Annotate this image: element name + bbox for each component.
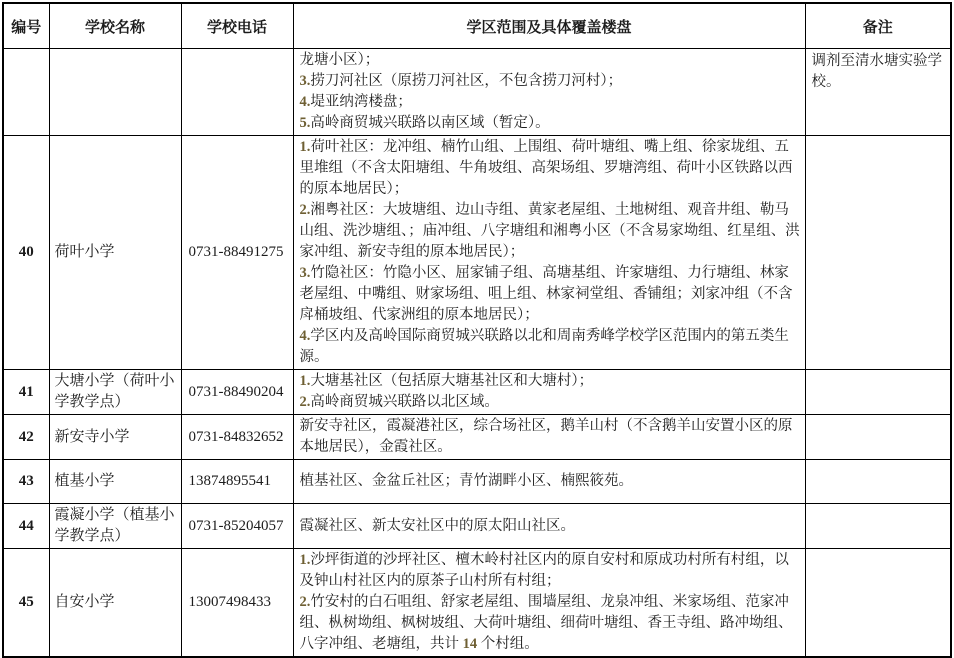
school-phone: 0731-84832652 — [181, 415, 293, 460]
list-number: 4. — [299, 94, 311, 110]
col-header-id: 编号 — [3, 3, 49, 49]
school-name: 霞凝小学（植基小学教学点） — [49, 504, 181, 549]
school-id: 41 — [3, 370, 49, 415]
district-line: 龙塘小区）； — [299, 52, 380, 68]
school-phone: 13874895541 — [181, 460, 293, 504]
school-phone: 13007498433 — [181, 549, 293, 658]
table-row — [3, 504, 951, 549]
school-phone: 0731-88491275 — [181, 136, 293, 370]
list-number: 1. — [299, 373, 311, 389]
school-phone — [181, 49, 293, 136]
list-number: 4. — [299, 328, 311, 344]
district-line: 新安寺社区，霞凝港社区，综合场社区，鹅羊山村（不含鹅羊山安置小区的原本地居民），金霞社区。 — [299, 418, 793, 455]
district-line: 3.竹隐社区：竹隐小区、屈家铺子组、高塘基组、许家塘组、力行塘组、林家老屋组、中嘴组、财家场组、咀上组、林家祠堂组、香铺组；刘家冲组（不含戽桶坡组、代家洲组的原本地居民）； — [299, 265, 793, 323]
school-district-table — [2, 2, 952, 658]
school-phone: 0731-85204057 — [181, 504, 293, 549]
school-id: 40 — [3, 136, 49, 370]
school-id: 44 — [3, 504, 49, 549]
remark — [805, 415, 951, 460]
school-id: 45 — [3, 549, 49, 658]
list-number: 1. — [299, 552, 311, 568]
table-row — [3, 549, 951, 658]
school-id: 42 — [3, 415, 49, 460]
district-range — [293, 549, 805, 658]
table-row — [3, 460, 951, 504]
district-line: 2.竹安村的白石咀组、舒家老屋组、围墙屋组、龙泉冲组、米家场组、范家冲组、枞树坳组、枫树坡组、大荷叶塘组、细荷叶塘组、香王寺组、路冲坳组、八字冲组、老塘组，共计 14 个村组。 — [299, 594, 793, 652]
remark — [805, 549, 951, 658]
district-line: 4.学区内及高岭国际商贸城兴联路以北和周南秀峰学校学区范围内的第五类生源。 — [299, 328, 789, 365]
school-id: 43 — [3, 460, 49, 504]
remark — [805, 136, 951, 370]
table-row — [3, 415, 951, 460]
district-line: 5.高岭商贸城兴联路以南区域（暂定）。 — [299, 115, 550, 131]
district-range — [293, 415, 805, 460]
table-row — [3, 136, 951, 370]
list-number: 1. — [299, 139, 311, 155]
district-line: 1.大塘基社区（包括原大塘基社区和大塘村）； — [299, 373, 594, 389]
school-name: 自安小学 — [49, 549, 181, 658]
list-number: 3. — [299, 265, 311, 281]
district-line: 4.堤亚纳湾楼盘； — [299, 94, 412, 110]
list-number: 2. — [299, 202, 311, 218]
district-line: 1.荷叶社区：龙冲组、楠竹山组、上围组、荷叶塘组、嘴上组、徐家垅组、五里堆组（不含太阳塘组、牛角坡组、高架场组、罗塘湾组、荷叶小区铁路以西的原本地居民）； — [299, 139, 793, 197]
col-header-remark: 备注 — [805, 3, 951, 49]
table-row — [3, 370, 951, 415]
remark: 调剂至清水塘实验学校。 — [805, 49, 951, 136]
district-line: 植基社区、金盆丘社区；青竹湖畔小区、楠熙筱苑。 — [299, 473, 633, 489]
remark — [805, 370, 951, 415]
col-header-district: 学区范围及具体覆盖楼盘 — [293, 3, 805, 49]
list-number: 2. — [299, 394, 311, 410]
list-number: 2. — [299, 594, 311, 610]
school-name — [49, 49, 181, 136]
table-row — [3, 49, 951, 136]
district-range — [293, 460, 805, 504]
school-id — [3, 49, 49, 136]
list-number: 3. — [299, 73, 311, 89]
col-header-phone: 学校电话 — [181, 3, 293, 49]
header-row — [3, 3, 951, 49]
school-name: 新安寺小学 — [49, 415, 181, 460]
district-line: 2.湘粤社区：大坡塘组、边山寺组、黄家老屋组、土地树组、观音井组、勒马山组、洗沙塘组、；庙冲组、八字塘组和湘粤小区（不含易家坳组、红星组、洪家冲组、新安寺组的原本地居民）； — [299, 202, 800, 260]
school-name: 植基小学 — [49, 460, 181, 504]
district-range — [293, 49, 805, 136]
remark — [805, 460, 951, 504]
district-line: 2.高岭商贸城兴联路以北区域。 — [299, 394, 499, 410]
school-name: 大塘小学（荷叶小学教学点） — [49, 370, 181, 415]
col-header-name: 学校名称 — [49, 3, 181, 49]
district-range — [293, 504, 805, 549]
school-name: 荷叶小学 — [49, 136, 181, 370]
district-range — [293, 370, 805, 415]
remark — [805, 504, 951, 549]
list-number: 5. — [299, 115, 311, 131]
district-line: 霞凝社区、新太安社区中的原太阳山社区。 — [299, 517, 575, 534]
list-number: 14 — [459, 636, 481, 652]
district-range — [293, 136, 805, 370]
school-phone: 0731-88490204 — [181, 370, 293, 415]
district-line: 1.沙坪街道的沙坪社区、檀木岭村社区内的原自安村和原成功村所有村组，以及钟山村社区内的原茶子山村所有村组； — [299, 552, 789, 589]
district-line: 3.捞刀河社区（原捞刀河社区，不包含捞刀河村）； — [299, 73, 623, 89]
